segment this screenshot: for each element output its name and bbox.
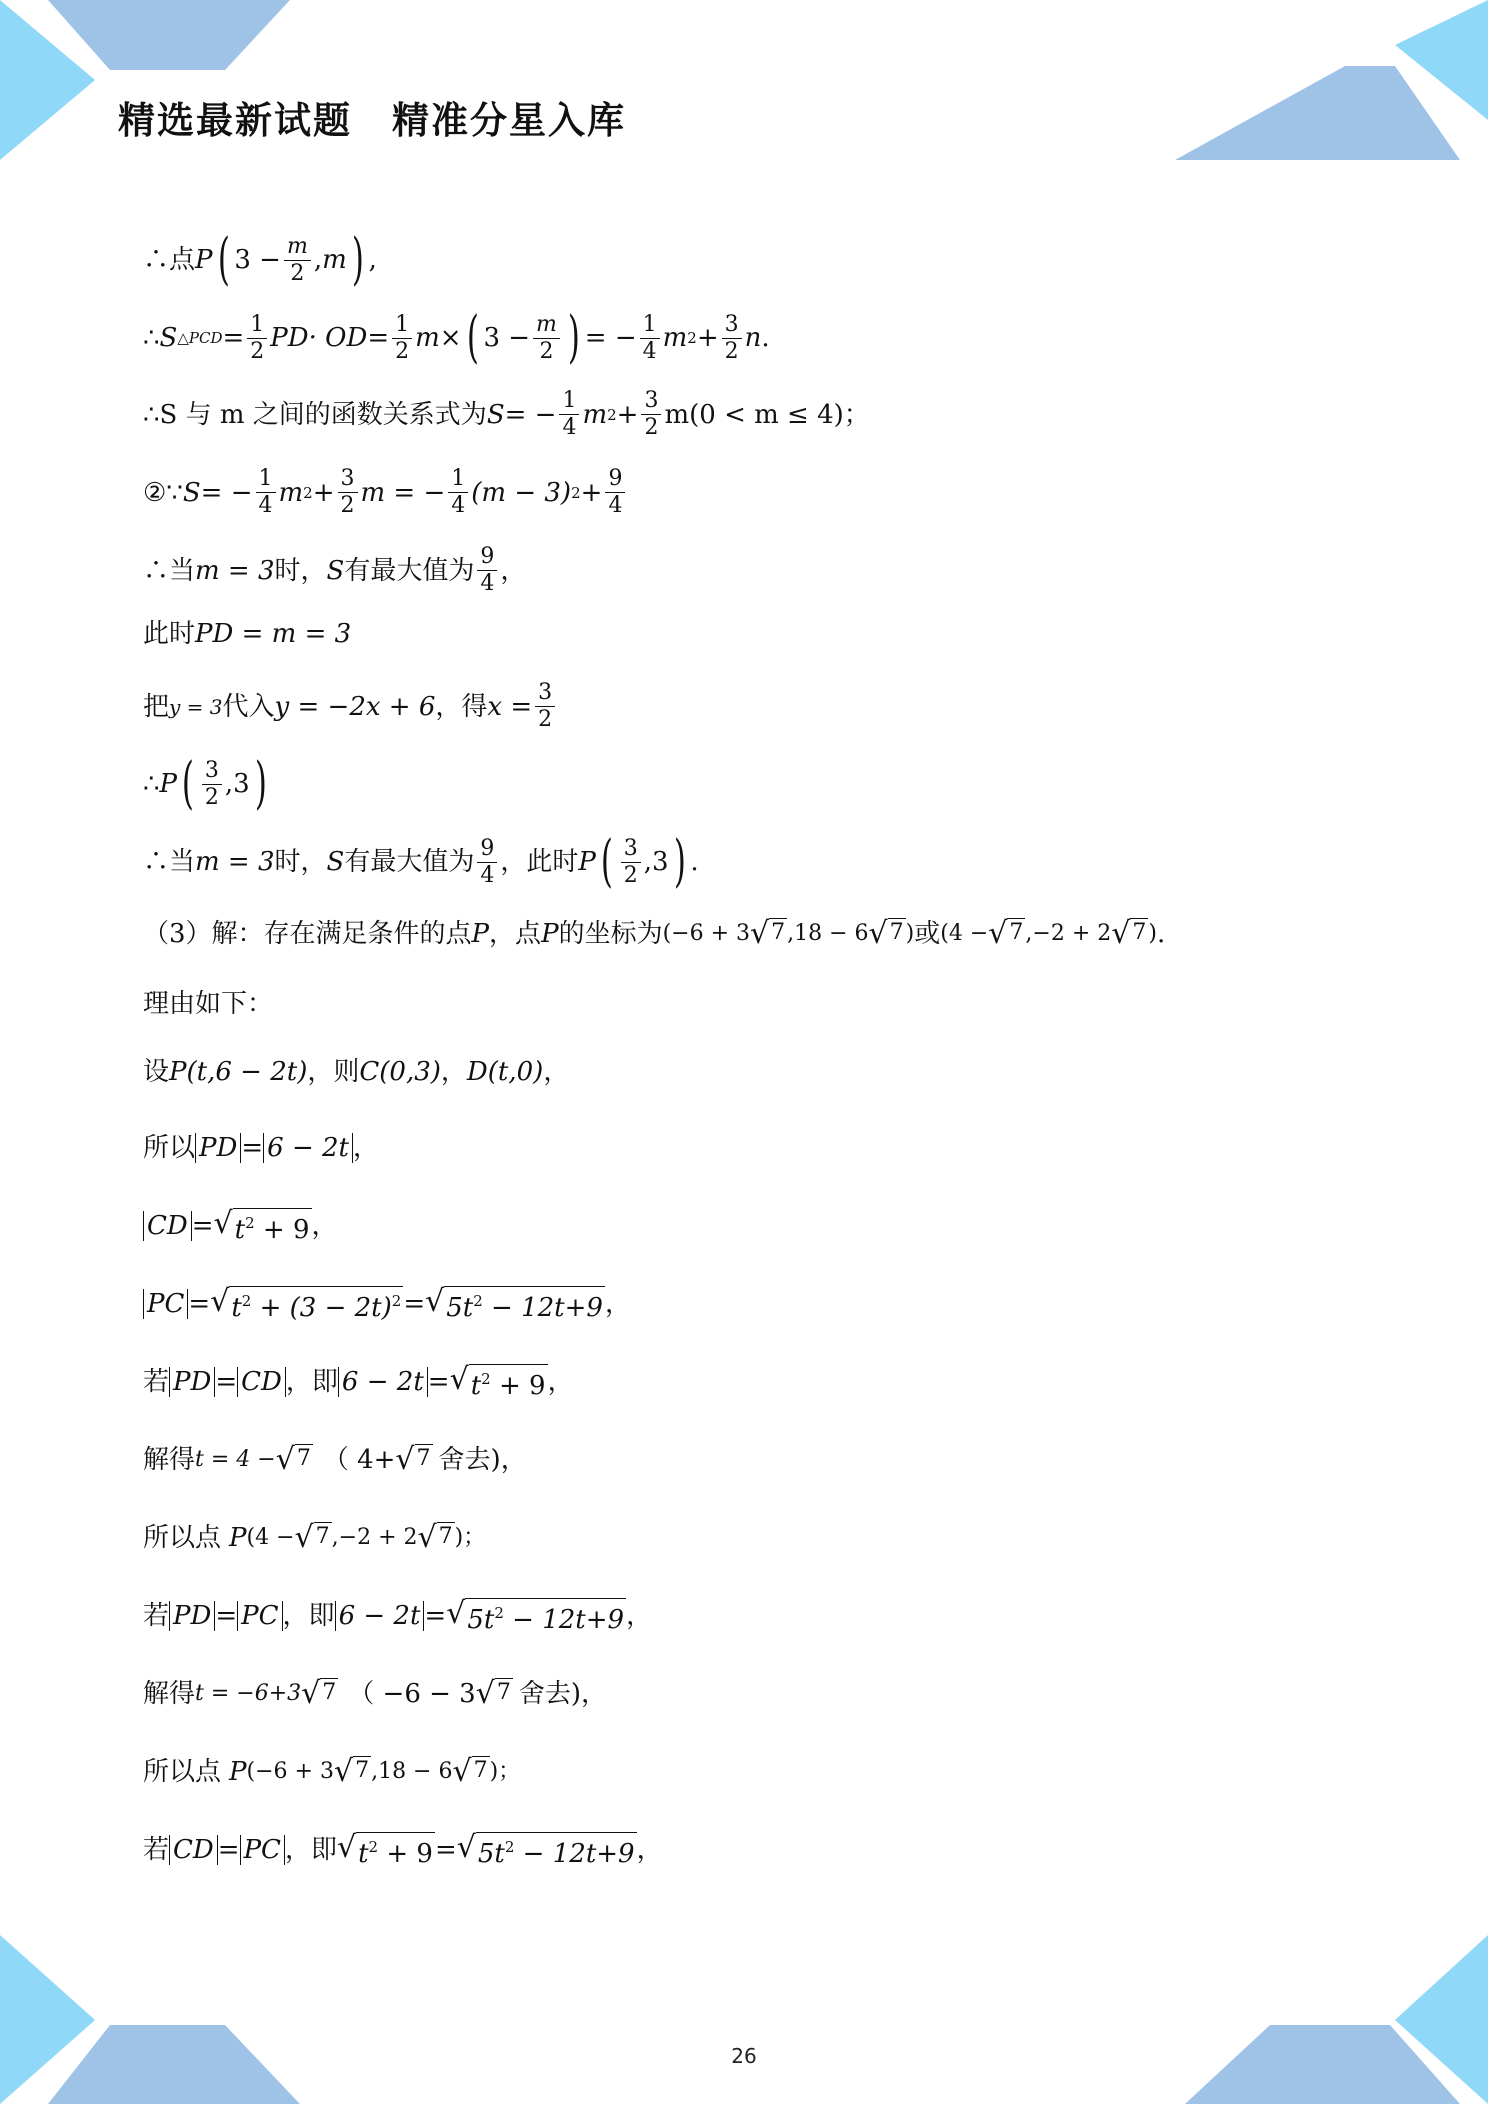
text: (4 − — [246, 1525, 295, 1550]
text: = — [367, 323, 390, 353]
text: t = −6+3 — [195, 1681, 302, 1706]
line-area-formula: ∴ S △PCD = $\frac{1}{2}$ PD· OD = $\frac{1}{2}$ m × ( 3 − $\frac{m}{2}$ ) = − $\frac{1}{4}$ m 2 + $\frac{3}{2}$ n . — [143, 305, 770, 370]
denominator: 2 — [724, 338, 739, 364]
text: ，即 — [284, 1835, 337, 1865]
numerator: 3 — [535, 680, 555, 707]
sqrt: √ 7 — [452, 1754, 488, 1789]
numerator: 1 — [392, 312, 412, 339]
text: 设 — [143, 1057, 170, 1087]
text: )； — [454, 1525, 486, 1550]
text: ∴当 — [143, 555, 196, 586]
radicand: t — [234, 1215, 246, 1245]
var: P — [229, 1523, 247, 1553]
radicand: 7 — [296, 1446, 311, 1471]
var: P — [578, 847, 596, 877]
abs-value: PD — [169, 1601, 215, 1631]
subscript: △PCD — [177, 329, 223, 347]
line-conclusion-2 — [143, 829, 699, 894]
line-case-pd-pc — [143, 1596, 652, 1636]
text: ,−2 + 2 — [1025, 921, 1112, 946]
var: m — [662, 323, 688, 353]
text: 3 − — [234, 245, 281, 275]
text: 所以点 — [143, 1523, 222, 1553]
radicand: + 9 — [254, 1215, 310, 1245]
paren: ) — [254, 751, 267, 816]
line-point-1 — [143, 1518, 485, 1558]
text: ， — [543, 1057, 570, 1087]
numerator: 3 — [722, 312, 742, 339]
var: S — [326, 847, 345, 877]
sqrt: √ 7 — [275, 1442, 311, 1477]
text: ， — [500, 555, 527, 586]
denominator: 2 — [340, 493, 355, 518]
abs-value: 6 − 2t — [263, 1133, 353, 1163]
text: C(0,3) — [359, 1057, 441, 1087]
text: + — [580, 477, 603, 508]
radicand: 5t — [477, 1839, 505, 1869]
line-point-p — [143, 227, 377, 292]
text: 若 — [143, 1367, 170, 1397]
paren: ) — [673, 829, 686, 894]
sqrt: √ $5t^2 - 12t+9$ — [446, 1596, 625, 1635]
line-case-cd-pc — [143, 1830, 663, 1870]
text: . — [761, 323, 770, 353]
text: ， — [636, 1835, 663, 1865]
text: 或 — [914, 919, 941, 949]
sqrt: √ 7 — [988, 916, 1024, 951]
text: ,3 — [224, 769, 250, 799]
fraction — [392, 312, 412, 365]
fraction — [448, 466, 468, 519]
numerator: 9 — [605, 466, 625, 493]
text: ，则 — [307, 1057, 360, 1087]
radicand: t — [231, 1293, 242, 1323]
var: S — [159, 323, 178, 353]
paren: ) — [567, 305, 580, 370]
fraction — [641, 388, 661, 441]
radicand: + 9 — [490, 1371, 546, 1401]
text: 所以点 — [143, 1757, 222, 1787]
text: 有最大值为 — [344, 555, 475, 586]
text: = − — [584, 323, 637, 353]
line-pd-length — [143, 1128, 379, 1168]
line-max-value — [143, 544, 526, 597]
fraction — [640, 312, 660, 365]
page-number: 26 — [731, 2044, 757, 2068]
denominator: 2 — [623, 862, 638, 888]
text: ,−2 + 2 — [331, 1525, 418, 1550]
sqrt: √ $5t^2 - 12t+9$ — [456, 1830, 635, 1869]
text: (4 − — [940, 921, 989, 946]
fraction — [202, 758, 222, 811]
text: + — [696, 323, 719, 353]
var: n — [744, 323, 762, 353]
denominator: 2 — [250, 338, 265, 364]
numerator: 3 — [338, 466, 358, 493]
radicand: + (3 − 2t) — [251, 1293, 392, 1323]
text: ， — [440, 1057, 467, 1087]
sqrt: √ 7 — [868, 916, 904, 951]
numerator: 3 — [641, 388, 661, 415]
line-solve-1 — [143, 1440, 527, 1480]
fraction — [256, 466, 276, 519]
denominator: 2 — [204, 784, 219, 810]
top-right-trapezoid — [1175, 66, 1460, 160]
radicand: t — [470, 1371, 482, 1401]
line-case-pd-cd — [143, 1362, 574, 1402]
radicand: t — [358, 1839, 369, 1869]
denominator: 4 — [480, 571, 495, 596]
text: ) — [905, 921, 915, 946]
text: 解得 — [143, 1445, 196, 1475]
fraction — [477, 836, 497, 889]
text: 理由如下： — [143, 989, 274, 1019]
line-solve-2 — [143, 1674, 607, 1714]
text: ) — [1148, 921, 1157, 946]
sqrt: √ $t^2 + 9$ — [449, 1362, 546, 1401]
radicand: − 12t+9 — [482, 1293, 603, 1323]
text: = — [424, 1601, 447, 1631]
fraction — [605, 466, 625, 519]
radicand: − 12t+9 — [514, 1839, 635, 1869]
denominator: 4 — [480, 862, 495, 888]
var: m — [322, 245, 347, 275]
numerator: 1 — [640, 312, 660, 339]
fraction — [338, 466, 358, 519]
text: = — [215, 1367, 238, 1397]
line-set-points — [143, 1052, 569, 1092]
numerator: m — [533, 312, 560, 339]
abs-value: 6 − 2t — [335, 1601, 425, 1631]
numerator: 9 — [477, 544, 497, 571]
text: = — [215, 1601, 238, 1631]
numerator: 3 — [202, 758, 222, 785]
paren: ( — [181, 751, 194, 816]
text: PD· OD — [270, 323, 368, 353]
line-cd-length — [143, 1206, 338, 1246]
header-title — [118, 90, 626, 144]
fraction — [559, 388, 579, 441]
abs-value: 6 − 2t — [338, 1367, 428, 1397]
fraction — [535, 680, 555, 733]
radicand: − 12t+9 — [503, 1605, 625, 1635]
fraction — [477, 544, 497, 597]
sqrt: √ 7 — [301, 1676, 337, 1711]
denominator: 4 — [562, 415, 577, 440]
text: . — [1156, 919, 1166, 949]
sqrt: √ 7 — [417, 1520, 453, 1555]
numerator: 1 — [448, 466, 468, 493]
text: 时， — [274, 847, 327, 877]
text: = − — [200, 477, 253, 508]
text: + — [312, 477, 335, 508]
sqrt: √ $t^2 + 9$ — [336, 1830, 433, 1869]
abs-value: CD — [143, 1211, 192, 1241]
line-pd-value — [143, 614, 351, 654]
text: t = 4 − — [195, 1447, 276, 1472]
text: ，即 — [285, 1367, 338, 1397]
numerator: 1 — [256, 466, 276, 493]
text: D(t,0) — [466, 1057, 544, 1087]
text: (−6 + 3 — [246, 1759, 334, 1784]
var: S — [182, 477, 201, 508]
var: P — [159, 769, 178, 799]
text: = — [188, 1289, 211, 1319]
sqrt: √ 7 — [333, 1754, 370, 1789]
var: S — [486, 399, 505, 430]
text: 若 — [143, 1601, 170, 1631]
header-title-part1: 精选最新试题 — [118, 99, 352, 142]
sqrt: √ 7 — [750, 916, 786, 951]
text: = — [241, 1133, 264, 1163]
radicand: 7 — [771, 920, 786, 945]
text: 把 — [143, 691, 170, 722]
text: ,18 − 6 — [371, 1759, 453, 1784]
sqrt: √ $5t^2 - 12t+9$ — [425, 1284, 603, 1323]
text: × — [439, 323, 462, 353]
radicand: 7 — [438, 1524, 453, 1549]
text: 所以 — [143, 1133, 196, 1163]
text: = — [217, 1835, 240, 1865]
text: y = −2x + 6 — [274, 691, 436, 722]
fraction — [621, 836, 641, 889]
denominator: 4 — [608, 493, 623, 518]
text: , — [313, 245, 323, 275]
radicand: 7 — [1009, 920, 1024, 945]
numerator: 1 — [247, 312, 267, 339]
text: 时， — [274, 555, 327, 586]
var: m — [415, 323, 440, 353]
text: PD = m = 3 — [195, 619, 352, 649]
radicand: 7 — [322, 1680, 337, 1705]
radicand: 7 — [355, 1758, 370, 1783]
text: (−6 + 3 — [662, 921, 751, 946]
var: S — [326, 555, 345, 586]
text: 舍去)， — [518, 1679, 607, 1709]
text: , — [368, 245, 377, 275]
var: P — [471, 919, 490, 949]
line-point-2 — [143, 1752, 520, 1792]
line-part3-answer — [143, 914, 1165, 954]
text: ，此时 — [500, 847, 579, 877]
text: )； — [489, 1759, 521, 1784]
abs-value: PC — [240, 1835, 285, 1865]
denominator: 2 — [395, 338, 410, 364]
radicand: 7 — [889, 920, 904, 945]
radicand: 5t — [467, 1605, 495, 1635]
text: ∴S 与 m 之间的函数关系式为 — [143, 399, 487, 430]
text: ， — [311, 1211, 338, 1241]
abs-value: CD — [169, 1835, 218, 1865]
text: ,3 — [643, 847, 669, 877]
text: m(0 < m ≤ 4)； — [664, 399, 870, 430]
var: m — [278, 477, 304, 508]
paren: ( — [600, 829, 613, 894]
denominator: 2 — [290, 260, 305, 286]
var: m — [582, 399, 608, 430]
line-point-p-coords — [143, 751, 272, 816]
sqrt: √ 7 — [294, 1520, 330, 1555]
numerator: m — [284, 234, 311, 261]
paren: ( — [466, 305, 479, 370]
denominator: 4 — [642, 338, 657, 364]
text: = — [427, 1367, 450, 1397]
text: （ −6 − 3 — [348, 1679, 476, 1709]
text: ， — [547, 1367, 574, 1397]
paren: ( — [217, 227, 230, 292]
text: ∴ — [143, 769, 160, 799]
text: ∴点 — [143, 245, 196, 275]
denominator: 4 — [258, 493, 273, 518]
text: ∴ — [143, 323, 160, 353]
radicand: 7 — [315, 1524, 330, 1549]
radicand: 7 — [496, 1680, 511, 1705]
text: ，得 — [435, 691, 488, 722]
text: = — [434, 1835, 457, 1865]
text: ，点 — [489, 919, 542, 949]
top-left-trapezoid — [48, 0, 290, 70]
text: m = 3 — [195, 555, 275, 586]
text: y = 3 — [169, 694, 223, 719]
text: ②∵ — [143, 477, 183, 508]
fraction — [284, 234, 311, 287]
paren: ) — [351, 227, 364, 292]
sqrt: √ 7 — [1111, 916, 1147, 951]
abs-value: PD — [169, 1367, 215, 1397]
radicand: 7 — [416, 1446, 431, 1471]
text: ， — [626, 1601, 653, 1631]
text: ， — [604, 1289, 631, 1319]
line-pc-length — [143, 1284, 631, 1324]
text: 解得 — [143, 1679, 196, 1709]
text: . — [690, 847, 699, 877]
text: m = − — [360, 477, 446, 508]
text: ,18 − 6 — [787, 921, 869, 946]
numerator: 9 — [477, 836, 497, 863]
var: P — [541, 919, 559, 949]
radicand: 7 — [473, 1758, 488, 1783]
text: 舍去)， — [438, 1445, 527, 1475]
text: ， — [353, 1133, 380, 1163]
var: P — [195, 245, 213, 275]
line-function-relation: ∴S 与 m 之间的函数关系式为 S = − $\frac{1}{4}$ m 2 + $\frac{3}{2}$ m(0 < m ≤ 4)； — [143, 388, 870, 440]
fraction — [533, 312, 560, 365]
text: 的坐标为 — [558, 919, 663, 949]
text: 3 − — [483, 323, 531, 353]
sqrt: √ $t^2 + 9$ — [213, 1206, 310, 1245]
fraction — [722, 312, 742, 365]
text: (m − 3) — [471, 477, 572, 508]
sqrt: √ 7 — [395, 1442, 431, 1477]
numerator: 3 — [621, 836, 641, 863]
var: P — [229, 1757, 247, 1787]
text: ，即 — [282, 1601, 335, 1631]
denominator: 2 — [539, 338, 554, 364]
text: + — [616, 399, 639, 430]
text: 若 — [143, 1835, 170, 1865]
text: = — [222, 323, 245, 353]
text: （3）解：存在满足条件的点 — [143, 919, 472, 949]
line-vertex-form: ②∵ S = − $\frac{1}{4}$ m 2 + $\frac{3}{2}$ m = − $\frac{1}{4}$ (m − 3) 2 + $\frac{9}{4}$ — [143, 466, 628, 519]
numerator: 1 — [559, 388, 579, 415]
radicand: 7 — [1132, 920, 1147, 945]
text: 代入 — [222, 691, 275, 722]
header-title-part2: 精准分星入库 — [392, 99, 626, 142]
fraction — [247, 312, 267, 365]
text: 此时 — [143, 619, 196, 649]
line-reason — [143, 984, 273, 1024]
text: （ 4+ — [322, 1445, 396, 1475]
text: x = — [487, 691, 533, 722]
radicand: 5t — [446, 1293, 474, 1323]
abs-value: PC — [143, 1289, 188, 1319]
radicand: + 9 — [378, 1839, 433, 1869]
text: ∴当 — [143, 847, 196, 877]
denominator: 2 — [538, 707, 553, 732]
denominator: 2 — [644, 415, 659, 440]
sqrt: √ 7 — [475, 1676, 511, 1711]
text: = — [191, 1211, 214, 1241]
abs-value: PD — [195, 1133, 241, 1163]
text: P(t,6 − 2t) — [169, 1057, 308, 1087]
sqrt: √ $t^2 + (3 - 2t)^2$ — [210, 1284, 402, 1323]
abs-value: PC — [237, 1601, 282, 1631]
abs-value: CD — [237, 1367, 286, 1397]
text: m = 3 — [195, 847, 275, 877]
denominator: 4 — [451, 493, 466, 518]
text: = − — [504, 399, 557, 430]
line-substitute — [143, 680, 558, 733]
text: 有最大值为 — [344, 847, 475, 877]
text: = — [403, 1289, 426, 1319]
